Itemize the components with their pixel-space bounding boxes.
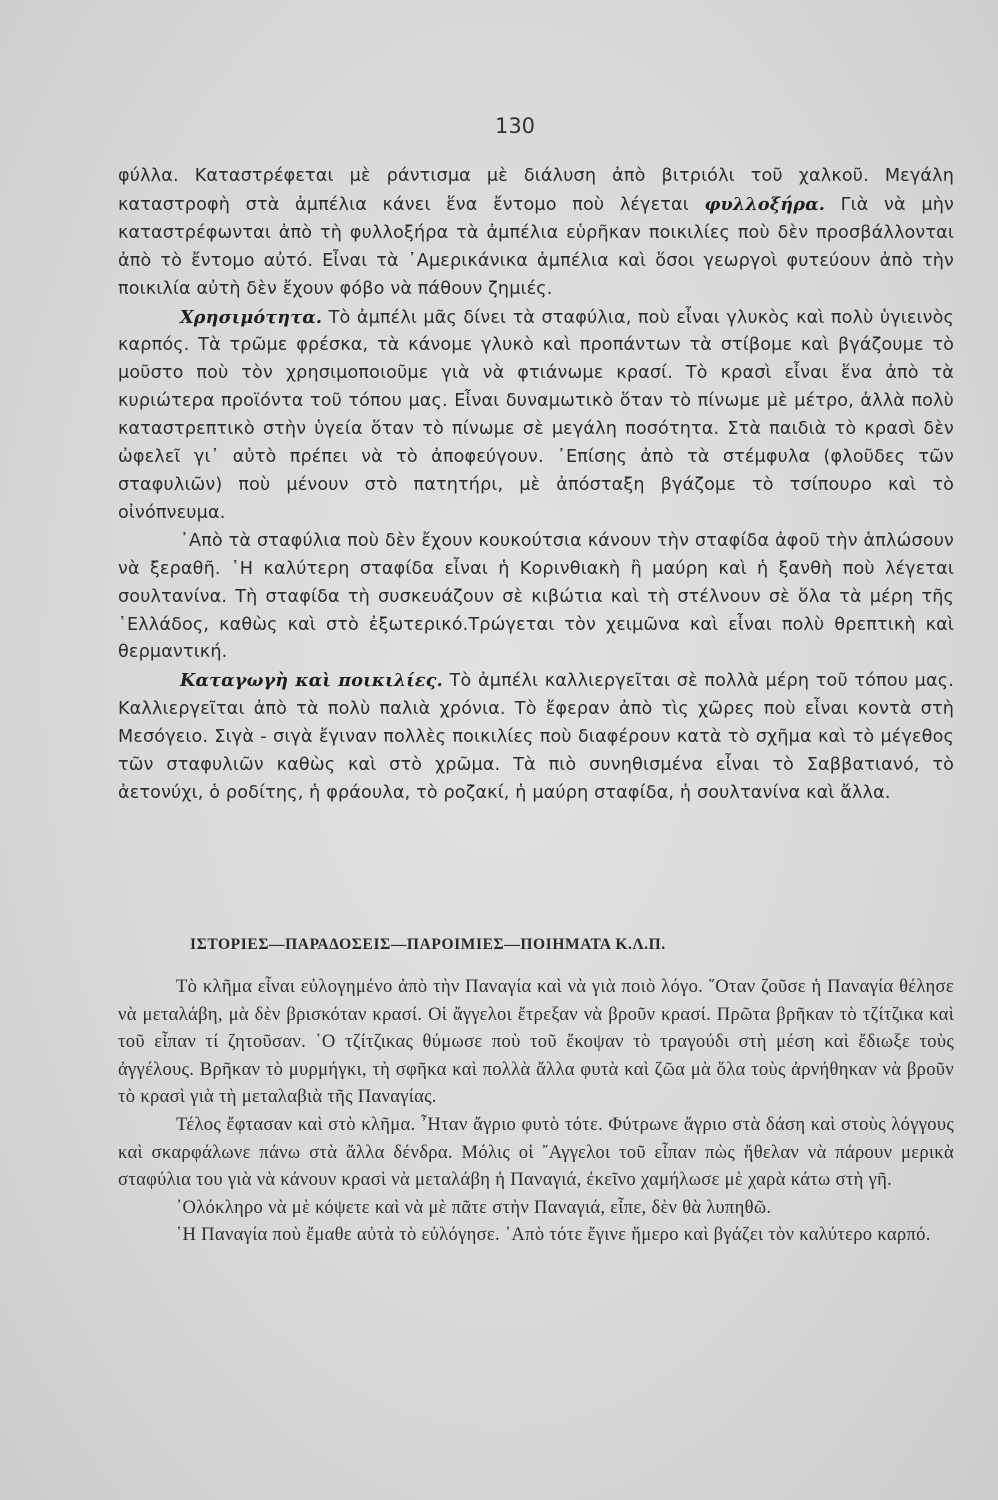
paragraph-text: Τὸ ἀμπέλι μᾶς δίνει τὰ σταφύλια, ποὺ εἶναι γλυκὸς καὶ πολὺ ὑγιεινὸς καρπός. Τὰ τρῶμε φρέσκα, τὰ κάνομε γλυκὸ καὶ προπάντων τὰ στίβομε καὶ βγάζουμε τὸ μοῦστο ποὺ τὸν χρησιμοποιοῦμε γιὰ νὰ φτιάνωμε κρασί. Τὸ κρασὶ εἶναι ἕνα ἀπὸ τὰ κυριώτερα προϊόντα τοῦ τόπου μας. Εἶναι δυναμωτικὸ ὅταν τὸ πίνωμε μὲ μέτρο, ἀλλὰ πολὺ καταστρεπτικὸ στὴν ὑγεία ὅταν τὸ πίνωμε σὲ μεγάλη ποσότητα. Στὰ παιδιὰ τὸ κρασὶ δὲν ὠφελεῖ γι᾿ αὐτὸ πρέπει νὰ τὸ ἀποφεύγουν. ᾿Επίσης ἀπὸ τὰ στέμφυλα (φλοῦδες τῶν σταφυλιῶν) ποὺ μένουν στὸ πατητήρι, μὲ ἀπόσταξη βγάζομε τὸ τσίπουρο καὶ τὸ οἰνόπνευμα. — [118, 307, 954, 523]
paragraph-origin — [118, 667, 954, 808]
main-text — [118, 163, 954, 808]
story-paragraph-1: Τὸ κλῆμα εἶναι εὐλογημένο ἀπὸ τὴν Παναγία καὶ νὰ γιὰ ποιὸ λόγο. ῞Οταν ζοῦσε ἡ Παναγία θέλησε νὰ μεταλάβη, μὰ δὲν βρισκόταν κρασί. Οἱ ἄγγελοι ἔτρεξαν νὰ βροῦν κρασί. Πρῶτα βρῆκαν τὸ τζίτζικα καὶ τοῦ εἶπαν τί ζητοῦσαν. ῾Ο τζίτζικας θύμωσε ποὺ τοῦ ἔκοψαν τὸ τραγούδι στὴ μέση καὶ ἔδιωξε τοὺς ἀγγέλους. Βρῆκαν τὸ μυρμήγκι, τὴ σφῆκα καὶ πολλὰ ἄλλα φυτὰ καὶ ζῶα μὰ ὅλα τοὺς ἀρνήθηκαν νὰ βροῦν τὸ κρασὶ γιὰ τὴ μεταλαβιὰ τῆς Παναγίας. — [118, 976, 954, 1108]
story-paragraph-3: ᾿Ολόκληρο νὰ μὲ κόψετε καὶ νὰ μὲ πᾶτε στὴν Παναγιά, εἶπε, δὲν θὰ λυπηθῶ. — [176, 1196, 772, 1218]
story-paragraph-2: Τέλος ἔφτασαν καὶ στὸ κλῆμα. ῏Ηταν ἄγριο φυτὸ τότε. Φύτρωνε ἄγριο στὰ δάση καὶ στοὺς λόγγους καὶ σκαρφάλωνε πάνω στὰ ἄλλα δένδρα. Μόλις οἱ ῎Αγγελοι τοῦ εἶπαν πὼς ἤθελαν νὰ πάρουν μερικὰ σταφύλια του γιὰ νὰ κάνουν κρασὶ νὰ μεταλάβη ἡ Παναγιά, ἐκεῖνο χαμήλωσε μὲ χαρὰ κάτω στὴ γῆ. — [118, 1113, 954, 1191]
paragraph-usefulness — [118, 304, 954, 528]
story-paragraph-4: ῾Η Παναγία ποὺ ἔμαθε αὐτὰ τὸ εὐλόγησε. ᾿Απὸ τότε ἔγινε ἥμερο καὶ βγάζει τὸν καλύτερο καρπό. — [176, 1224, 931, 1246]
page-number: 130 — [494, 114, 536, 138]
paragraph-phylloxera — [118, 163, 954, 304]
subheading-origin: Καταγωγὴ καὶ ποικιλίες. — [180, 670, 443, 692]
paragraph-raisins: ᾿Απὸ τὰ σταφύλια ποὺ δὲν ἔχουν κουκούτσια κάνουν τὴν σταφίδα ἀφοῦ τὴν ἁπλώσουν νὰ ξεραθῆ. ῾Η καλύτερη σταφίδα εἶναι ἡ Κορινθιακὴ ἢ μαύρη καὶ ἡ ξανθὴ ποὺ λέγεται σουλτανίνα. Τὴ σταφίδα τὴ συσκευάζουν σὲ κιβώτια καὶ τὴ στέλνουν σὲ ὅλα τὰ μέρη τῆς ῾Ελλάδος, καθὼς καὶ στὸ ἐξωτερικό.Τρώγεται τὸν χειμῶνα καὶ εἶναι πολὺ θρεπτικὴ καὶ θερμαντική. — [118, 530, 954, 663]
term-phylloxera: φυλλοξήρα. — [704, 193, 826, 215]
section-heading: ΙΣΤΟΡΙΕΣ—ΠΑΡΑΔΟΣΕΙΣ—ΠΑΡΟΙΜΙΕΣ—ΠΟΙΗΜΑΤΑ Κ.Λ.Π. — [190, 936, 666, 953]
paragraph-text: Γιὰ νὰ μὴν καταστρέφωνται ἀπὸ τὴ φυλλοξήρα τὰ ἀμπέλια εὑρῆκαν ποικιλίες ποὺ δὲν προσβάλλονται ἀπὸ τὸ ἔντομο αὐτό. Εἶναι τὰ ᾿Αμερικάνικα ἀμπέλια καὶ ὅσοι γεωργοὶ φυτεύουν ἀπὸ τὴν ποικιλία αὐτὴ δὲν ἔχουν φόβο νὰ πάθουν ζημιές. — [118, 194, 954, 299]
subheading-usefulness: Χρησιμότητα. — [180, 306, 323, 328]
story-text — [118, 973, 954, 1249]
paragraph-text: Τὸ ἀμπέλι καλλιεργεῖται σὲ πολλὰ μέρη τοῦ τόπου μας. Καλλιεργεῖται ἀπὸ τὰ πολὺ παλιὰ χρόνια. Τὸ ἔφεραν ἀπὸ τὶς χῶρες ποὺ εἶναι κοντὰ στὴ Μεσόγειο. Σιγὰ - σιγὰ ἔγιναν πολλὲς ποικιλίες ποὺ διαφέρουν κατὰ τὸ σχῆμα καὶ τὸ μέγεθος τῶν σταφυλιῶν καθὼς καὶ στὸ χρῶμα. Τὰ πιὸ συνηθισμένα εἶναι τὸ Σαββατιανό, τὸ ἀετονύχι, ὁ ροδίτης, ἡ φράουλα, τὸ ροζακί, ἡ μαύρη σταφίδα, ἡ σουλτανίνα καὶ ἄλλα. — [118, 671, 954, 803]
paragraph-text: φύλλα. Καταστρέφεται μὲ ράντισμα μὲ διάλυση ἀπὸ βιτριόλι τοῦ χαλκοῦ. Μεγάλη καταστροφὴ στὰ ἀμπέλια κάνει ἕνα ἔντομο ποὺ λέγεται — [118, 166, 954, 215]
